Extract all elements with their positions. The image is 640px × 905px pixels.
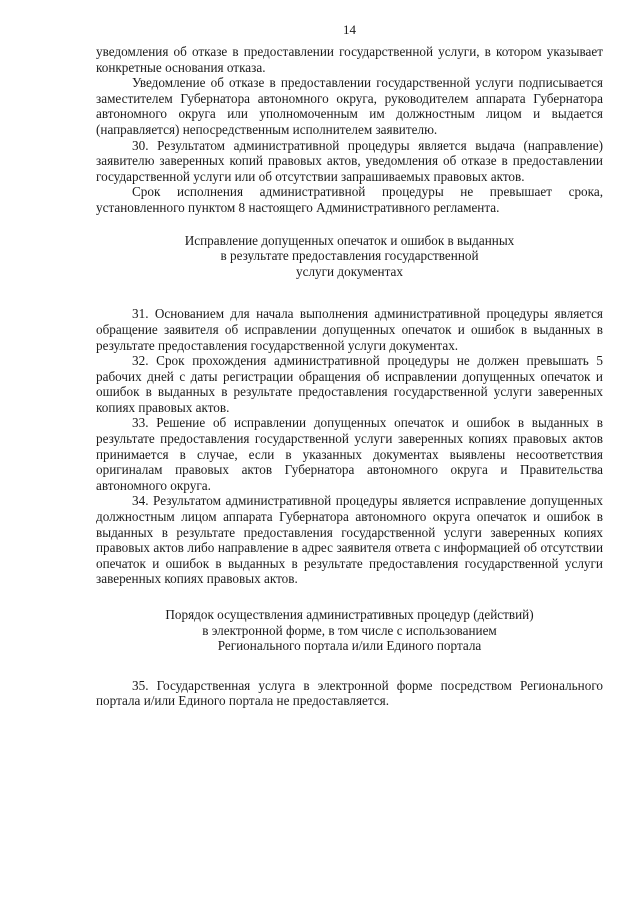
- paragraph-refusal-notice: Уведомление об отказе в предоставлении государственной услуги подписывается заместителем Губернатора автономного округа, руководителем аппарата Губернатора автономного округа или уполномоченным им должностным лицом и выдается (направляется) непосредственным исполнителем заявителю.: [96, 75, 603, 137]
- section-heading-line: Исправление допущенных опечаток и ошибок в выданных: [184, 232, 515, 248]
- page-number: 14: [343, 22, 356, 37]
- paragraph-continuation: уведомления об отказе в предоставлении государственной услуги, в котором указывает конкретные основания отказа.: [96, 44, 603, 75]
- paragraph-35: 35. Государственная услуга в электронной форме посредством Регионального портала и/или Единого портала не предоставляется.: [96, 677, 603, 709]
- section-heading-corrections: [96, 233, 603, 280]
- section-heading-line: в электронной форме, в том числе с использованием: [202, 622, 497, 638]
- section-heading-line: услуги документах: [296, 263, 403, 279]
- section-heading-electronic-form: [96, 607, 603, 654]
- paragraph-31: 31. Основанием для начала выполнения административной процедуры является обращение заявителя об исправлении допущенных опечаток и ошибок в выданных в результате предоставления государственной услуги документах.: [96, 306, 603, 353]
- paragraph-procedure-term: Срок исполнения административной процедуры не превышает срока, установленного пунктом 8 настоящего Административного регламента.: [96, 184, 603, 215]
- document-page: [96, 22, 603, 709]
- section-heading-line: Регионального портала и/или Единого портала: [217, 638, 482, 654]
- section-heading-line: в результате предоставления государственной: [220, 248, 479, 264]
- paragraph-34: 34. Результатом административной процедуры является исправление допущенных должностным лицом аппарата Губернатора автономного округа опечаток и ошибок в выданных в результате предоставления государственной услуги заверенных копиях правовых актов либо направление в адрес заявителя ответа с информацией об отсутствии опечаток и ошибок в выданных в результате предоставления государственной услуги заверенных копиях правовых актов.: [96, 493, 603, 587]
- paragraph-32: 32. Срок прохождения административной процедуры не должен превышать 5 рабочих дней с даты регистрации обращения об исправлении допущенных опечаток и ошибок в выданных в результате предоставления государственной услуги заверенных копиях правовых актов.: [96, 353, 603, 415]
- paragraph-33: 33. Решение об исправлении допущенных опечаток и ошибок в выданных в результате предоставления государственной услуги заверенных копиях правовых актов принимается в случае, если в указанных документах выявлены несоответствия оригиналам правовых актов Губернатора автономного округа и Правительства автономного округа.: [96, 415, 603, 493]
- section-heading-line: Порядок осуществления административных процедур (действий): [165, 607, 534, 622]
- paragraph-30: 30. Результатом административной процедуры является выдача (направление) заявителю заверенных копий правовых актов, уведомления об отказе в предоставлении государственной услуги или об отсутствии запрашиваемых правовых актов.: [96, 137, 603, 184]
